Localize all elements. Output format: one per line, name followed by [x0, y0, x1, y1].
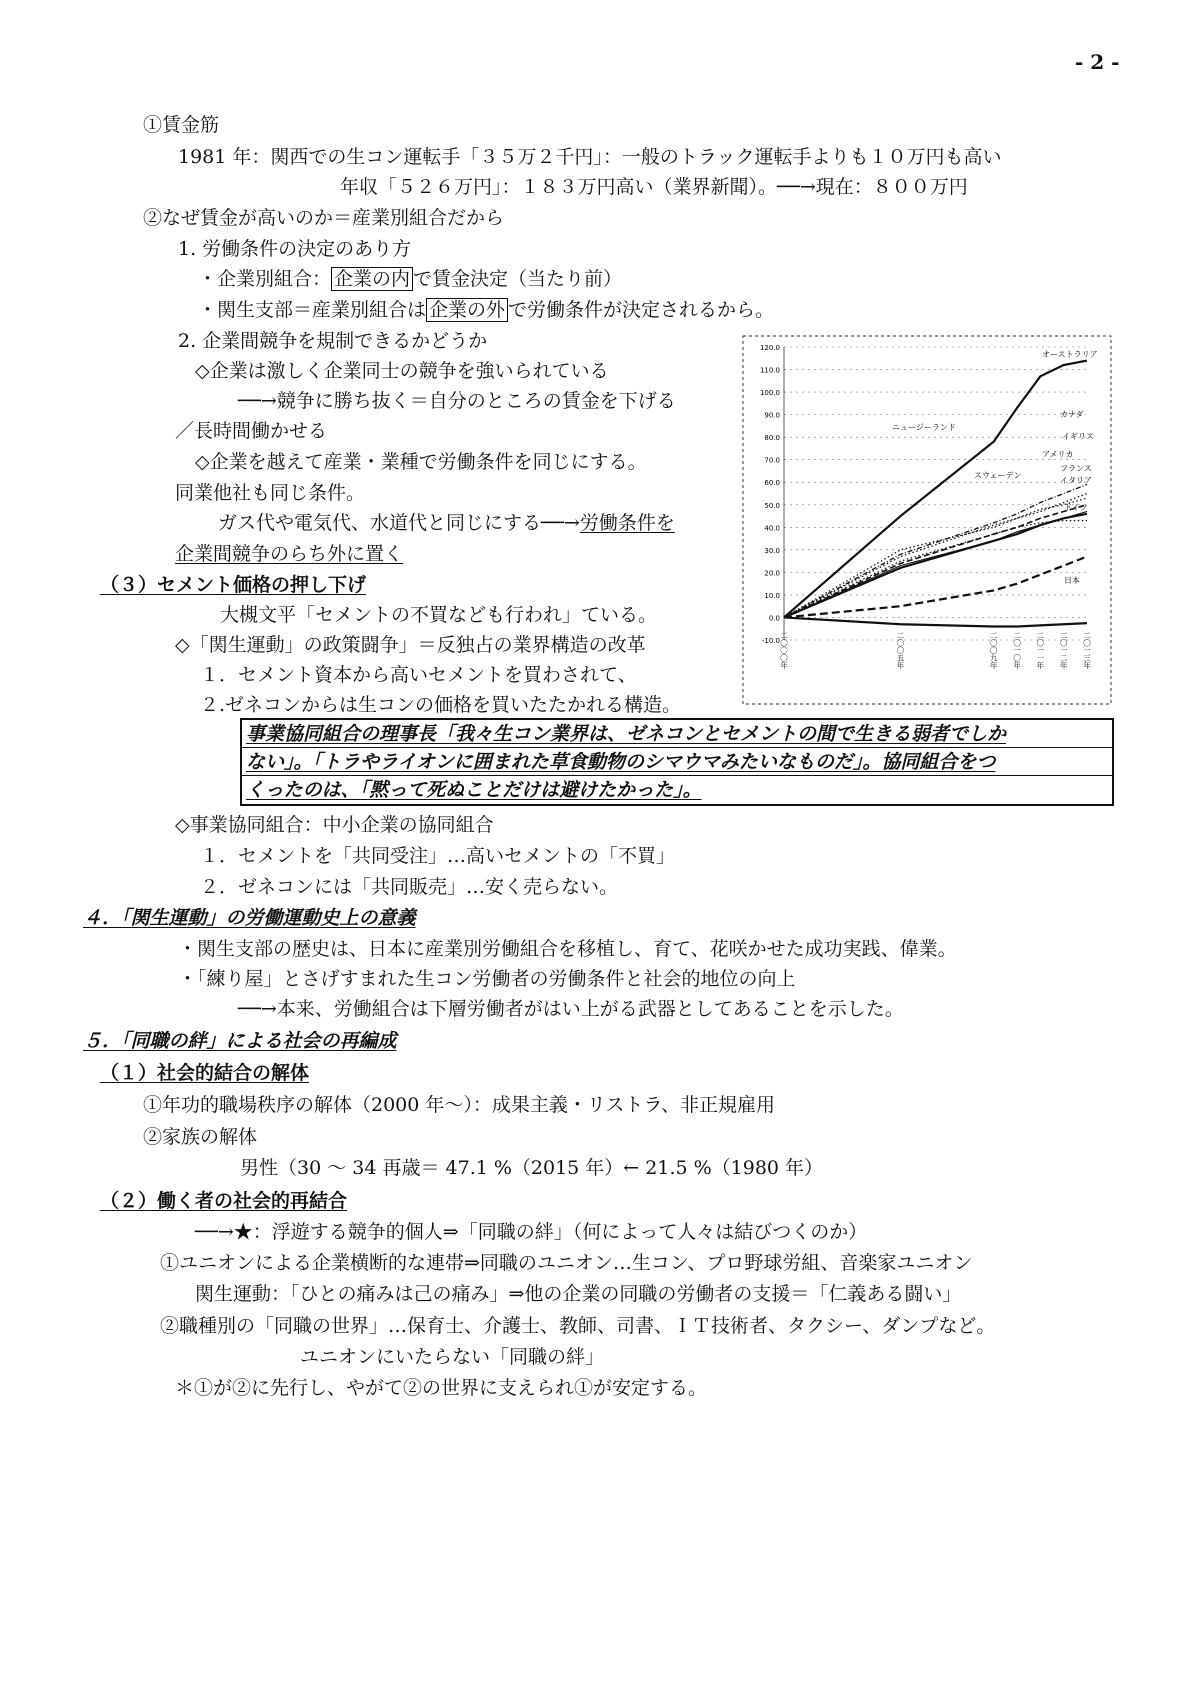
series-line [784, 505, 1087, 618]
boxed-term: 企業の内 [331, 267, 413, 291]
y-axis-ticks [760, 344, 780, 645]
quote-box [240, 718, 1114, 806]
text-segment: で賃金決定（当たり前） [413, 268, 623, 290]
text-line: 1981 年：関西での生コン運転手「３５万２千円」：一般のトラック運転手よりも１０万円も高い [178, 146, 1002, 168]
x-tick-label: 二〇〇九年 [989, 631, 999, 669]
text-line: ユニオンにいたらない「同職の絆」 [300, 1346, 605, 1368]
y-tick-label: 40.0 [764, 524, 780, 533]
y-tick-label: 20.0 [764, 569, 780, 578]
quote-line: くったのは、「黙って死ぬことだけは避けたかった」。 [246, 779, 702, 801]
text-line: ／長時間働かせる [175, 420, 328, 442]
series-line [784, 521, 1087, 618]
y-tick-label: 90.0 [764, 411, 780, 420]
text-segment: ・関生支部＝産業別組合は [198, 299, 427, 321]
chart-series [784, 361, 1087, 627]
text-line: ・関生支部の歴史は、日本に産業別労働組合を移植し、育て、花咲かせた成功実践、偉業。 [178, 938, 957, 960]
section-heading: （３）セメント価格の押し下げ [100, 574, 367, 596]
text-line [218, 510, 675, 536]
series-line [784, 514, 1087, 618]
y-tick-label: 0.0 [768, 614, 780, 623]
text-line: ・「練り屋」とさげすまれた生コン労働者の労働条件と社会的地位の向上 [178, 968, 796, 990]
x-axis-ticks [779, 631, 1091, 670]
subsection-heading: （１）社会的結合の解体 [100, 1062, 310, 1084]
y-tick-label: 100.0 [759, 389, 780, 398]
wage-growth-chart [742, 335, 1112, 705]
y-tick-label: 60.0 [764, 479, 780, 488]
underlined-text: 企業間競争のらち外に置く [175, 543, 404, 565]
text-line: 2. 企業間競争を規制できるかどうか [178, 330, 488, 352]
x-tick-label: 二〇一〇年 [1012, 631, 1022, 669]
text-line [198, 266, 622, 292]
series-label: イタリア [1060, 476, 1092, 485]
section-heading: ４．「関生運動」の労働運動史上の意義 [83, 907, 416, 929]
series-label: 日本 [1064, 576, 1080, 585]
y-tick-label: -10.0 [761, 637, 780, 645]
y-tick-label: 10.0 [764, 591, 780, 600]
y-tick-label: 50.0 [764, 501, 780, 510]
series-label: ニュージーランド [892, 423, 956, 432]
text-line: ◇企業は激しく企業同士の競争を強いられている [195, 360, 609, 382]
series-line [784, 617, 1087, 626]
text-line: 関生運動：「ひとの痛みは己の痛み」⇒他の企業の同職の労働者の支援＝「仁義ある闘い」 [195, 1283, 962, 1305]
text-line: ＊①が②に先行し、やがて②の世界に支えられ①が安定する。 [175, 1377, 708, 1399]
y-tick-label: 70.0 [764, 456, 780, 465]
y-tick-label: 80.0 [764, 434, 780, 443]
text-line: ２.ゼネコンからは生コンの価格を買いたたかれる構造。 [200, 694, 682, 716]
text-line: ◇企業を越えて産業・業種で労働条件を同じにする。 [195, 451, 647, 473]
series-line [784, 557, 1087, 618]
x-tick-label: 二〇〇〇年 [779, 631, 789, 669]
text-line: ②家族の解体 [143, 1126, 258, 1148]
text-line: 大槻文平「セメントの不買なども行われ」ている。 [220, 604, 658, 626]
text-line: 同業他社も同じ条件。 [175, 482, 366, 504]
subsection-heading: （２）働く者の社会的再結合 [100, 1190, 348, 1212]
boxed-term: 企業の外 [426, 298, 508, 322]
text-segment: ガス代や電気代、水道代と同じにする──→ [218, 512, 580, 534]
x-tick-label: 二〇一一年 [1035, 631, 1045, 669]
underlined-text: 労働条件を [579, 512, 675, 534]
x-tick-label: 二〇一二年 [1059, 631, 1069, 669]
text-line: ◇事業協同組合：中小企業の協同組合 [175, 814, 494, 836]
series-label: イギリス [1062, 432, 1094, 441]
section-heading: ５．「同職の絆」による社会の再編成 [83, 1030, 397, 1052]
quote-line: 事業協同組合の理事長「我々生コン業界は、ゼネコンとセメントの間で生きる弱者でしか [242, 720, 1112, 748]
text-line: ◇「関生運動」の政策闘争」＝反独占の業界構造の改革 [175, 634, 646, 656]
text-line: ２．ゼネコンには「共同販売」…安く売らない。 [200, 876, 619, 898]
text-line: 1. 労働条件の決定のあり方 [178, 238, 412, 260]
series-label: オーストラリア [1042, 350, 1098, 359]
text-line: 年収「５２６万円」：１８３万円高い（業界新聞）。──→現在：８００万円 [340, 176, 968, 198]
text-line: ②職種別の「同職の世界」…保育士、介護士、教師、司書、ＩＴ技術者、タクシー、ダンプなど。 [160, 1315, 996, 1337]
page-number: - 2 - [1075, 50, 1120, 74]
y-tick-label: 110.0 [759, 366, 780, 375]
text-line: ②なぜ賃金が高いのか＝産業別組合だから [143, 207, 505, 229]
series-label: フランス [1060, 464, 1092, 473]
text-line [198, 297, 774, 323]
y-tick-label: 30.0 [764, 546, 780, 555]
text-line: １．セメントを「共同受注」…高いセメントの「不買」 [200, 845, 676, 867]
text-segment: で労働条件が決定されるから。 [508, 299, 775, 321]
heading-wage: ①賃金筋 [143, 114, 220, 136]
series-label: スウェーデン [974, 471, 1022, 480]
text-line: ──→★：浮遊する競争的個人⇒「同職の絆」（何によって人々は結びつくのか） [195, 1221, 868, 1243]
series-label: ドイツ [1064, 503, 1088, 512]
text-line: ──→本来、労働組合は下層労働者がはい上がる武器としてあることを示した。 [238, 998, 904, 1020]
text-line: ①年功的職場秩序の解体（2000 年～）：成果主義・リストラ、非正規雇用 [143, 1094, 775, 1116]
series-label: アメリカ [1042, 450, 1074, 459]
x-tick-label: 二〇〇五年 [896, 631, 906, 669]
y-tick-label: 120.0 [759, 344, 780, 352]
x-tick-label: 二〇一三年 [1082, 631, 1092, 669]
text-line: ①ユニオンによる企業横断的な連帯⇒同職のユニオン…生コン、プロ野球労組、音楽家ユニオン [160, 1252, 973, 1274]
series-label: カナダ [1060, 410, 1084, 419]
series-line [784, 361, 1087, 618]
text-line: ──→競争に勝ち抜く＝自分のところの賃金を下げる [238, 390, 676, 412]
quote-line: ない」。「トラやライオンに囲まれた草食動物のシマウマみたいなものだ」。協同組合をつ [242, 748, 1112, 776]
text-segment: ・企業別組合： [198, 268, 332, 290]
text-line: 男性（30 ～ 34 再歳＝ 47.1 %（2015 年）← 21.5 %（1980 年） [240, 1157, 824, 1179]
text-line: １．セメント資本から高いセメントを買わされて、 [200, 664, 637, 686]
